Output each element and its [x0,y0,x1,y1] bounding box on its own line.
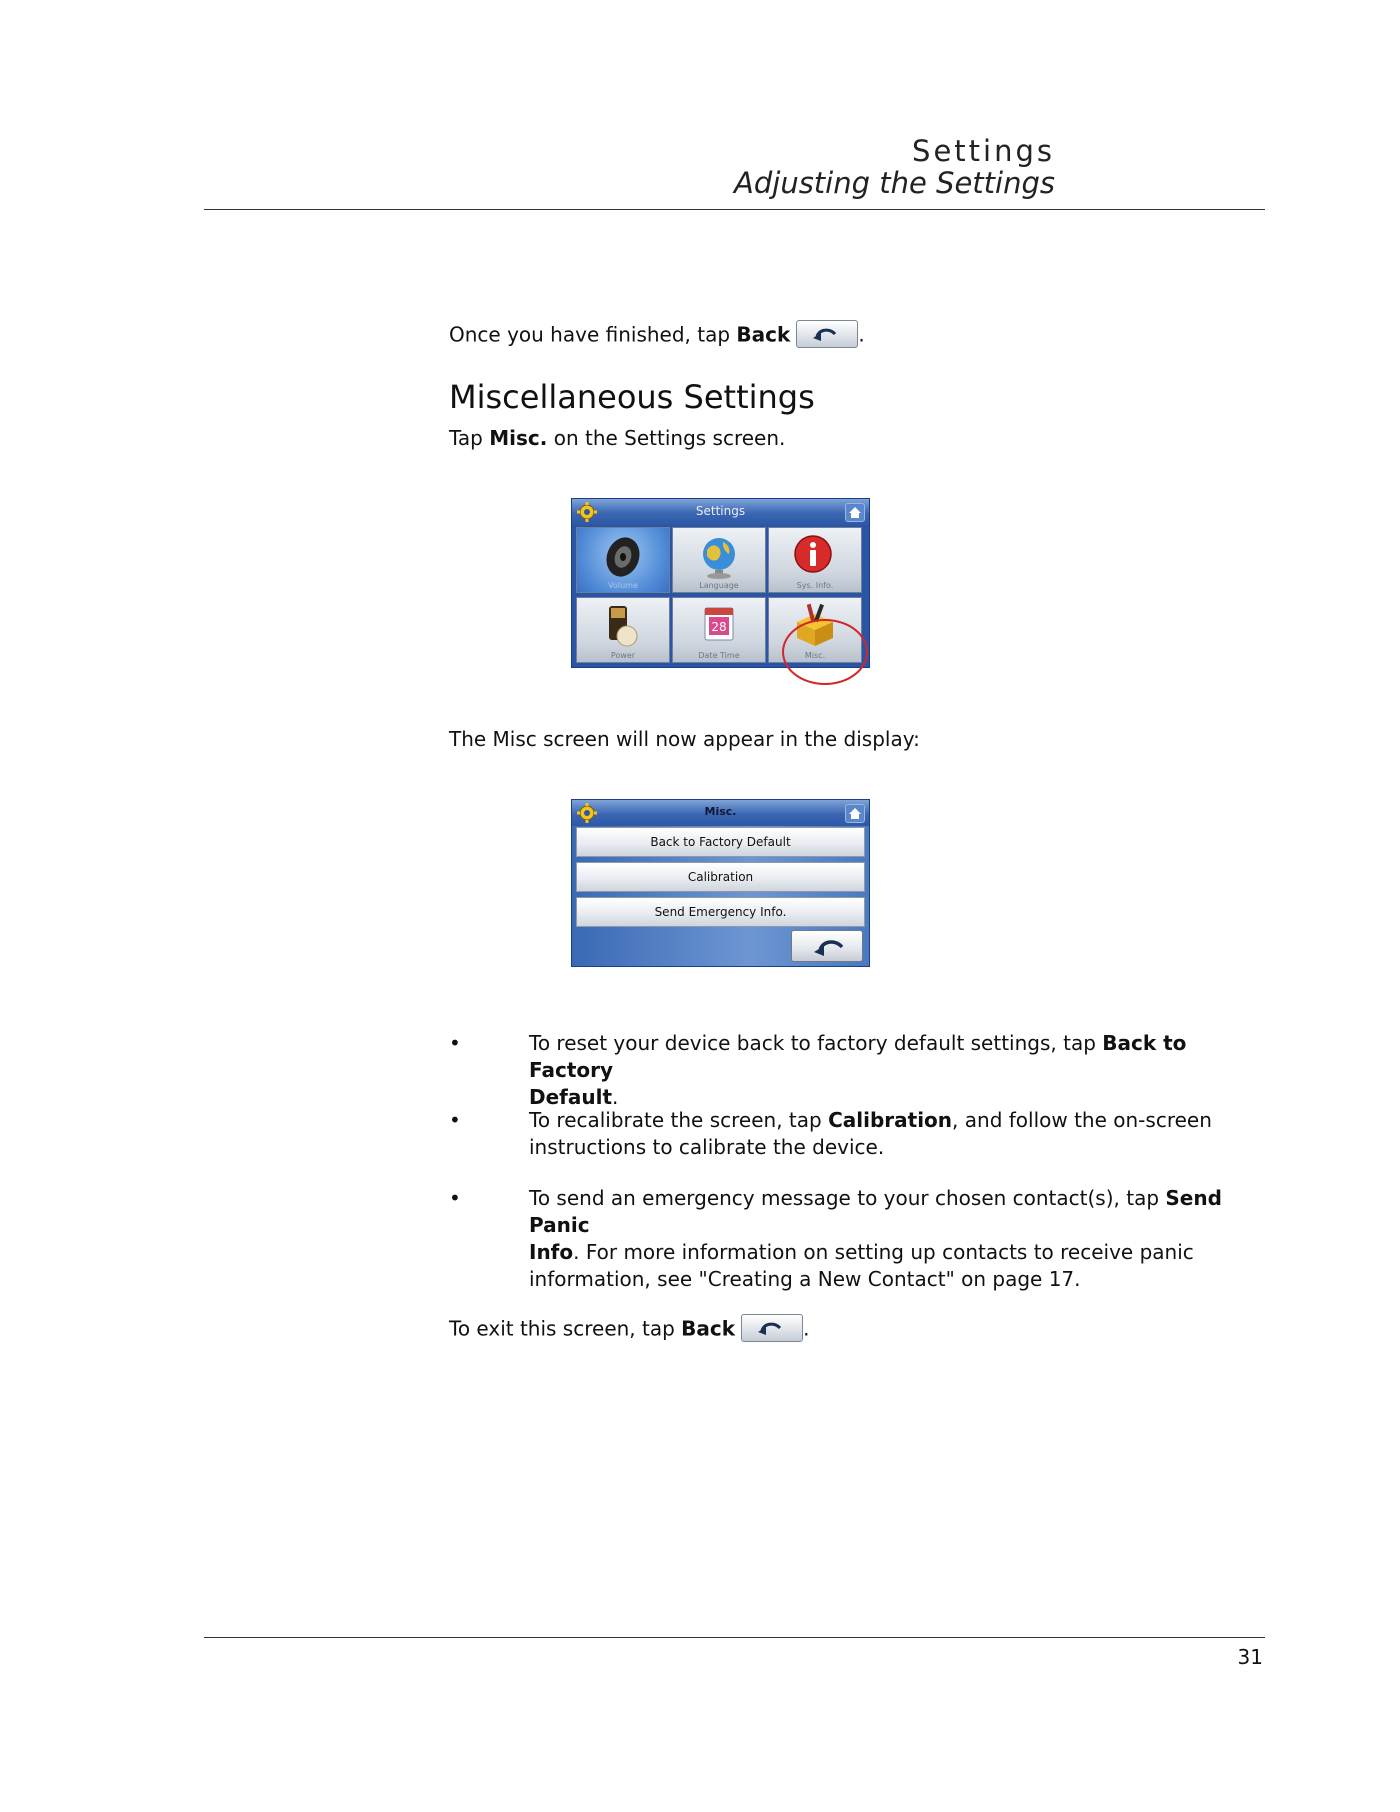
misc-intro-paragraph: The Misc screen will now appear in the display: [449,727,920,751]
intro-text: Once you have finished, tap [449,322,737,347]
bullet-text: To recalibrate the screen, tap [529,1108,829,1132]
bullet-marker: • [449,1031,461,1055]
footer-rule [204,1637,1265,1638]
settings-title: Settings [695,504,746,518]
settings-title-bar [572,499,869,525]
bullet-bold: Send Panic [529,1186,1222,1237]
tap-target: Misc. [489,426,548,450]
intro-paragraph [449,322,865,350]
page-number: 31 [1237,1645,1263,1669]
tap-text: Tap [449,426,490,450]
misc-title-bar [572,800,869,826]
misc-back-button [791,930,863,962]
outro-paragraph [449,1316,809,1344]
tap-after-text: on the Settings screen. [547,426,786,450]
bullet-text: instructions to calibrate the device. [529,1135,885,1159]
tile-power-label: Power [610,651,636,660]
bullet-text: information, see "Creating a New Contact" on page 17. [529,1267,1081,1291]
speaker-icon [597,532,649,582]
bullet-bold: Calibration [828,1108,953,1132]
home-icon [848,807,862,820]
back-arrow-icon [756,1318,786,1336]
misc-title: Misc. [704,805,737,818]
send-emergency-button: Send Emergency Info. [576,897,865,927]
tile-sys-info-label: Sys. Info. [796,581,834,590]
tile-date-time [672,597,766,663]
bullet-text: To reset your device back to factory default settings, tap [529,1031,1103,1055]
running-header-title: Settings [912,134,1055,168]
tile-volume-label: Volume [608,581,638,590]
home-icon [848,506,862,519]
bullet-text: , and follow the on-screen [952,1108,1212,1132]
back-button-image [741,1314,803,1342]
tile-language-label: Language [699,581,739,590]
home-button [845,804,865,823]
bullet-send-panic [529,1185,1229,1293]
bullet-bold: Default [529,1085,613,1109]
bullet-bold: Back to Factory [529,1031,1187,1082]
bullet-text: . For more information on setting up contacts to receive panic [573,1240,1194,1264]
bullet-calibration [529,1107,1229,1161]
bullet-text: . [612,1085,619,1109]
bullet-text: To send an emergency message to your chosen contact(s), tap [529,1186,1166,1210]
header-rule [204,209,1265,210]
calibration-button: Calibration [576,862,865,892]
tile-misc-label: Misc. [804,651,826,660]
outro-text: To exit this screen, tap [449,1316,682,1341]
outro-back-label: Back [681,1316,736,1341]
back-arrow-icon [812,935,846,957]
bullet-marker: • [449,1108,461,1132]
calendar-icon [693,602,745,652]
tile-sys-info [768,527,862,593]
home-button [845,503,865,522]
back-button-image [796,320,858,348]
factory-default-button: Back to Factory Default [576,827,865,857]
tile-language [672,527,766,593]
back-arrow-icon [811,324,841,342]
settings-screenshot [571,498,870,668]
tile-volume [576,527,670,593]
intro-period: . [858,322,865,347]
battery-icon [597,602,649,652]
globe-icon [693,532,745,582]
settings-grid [576,527,865,665]
intro-back-label: Back [736,322,791,347]
info-icon [789,532,841,582]
tile-power [576,597,670,663]
bullet-factory-default [529,1030,1229,1111]
tap-misc-paragraph [449,426,785,450]
section-heading: Miscellaneous Settings [449,378,815,416]
tile-date-time-label: Date Time [698,651,740,660]
bullet-bold: Info [529,1240,574,1264]
outro-period: . [803,1316,810,1341]
misc-screenshot [571,799,870,967]
highlight-circle [782,619,868,685]
running-header-subtitle: Adjusting the Settings [734,166,1055,200]
bullet-marker: • [449,1186,461,1210]
calendar-day-number: 28 [711,620,727,634]
